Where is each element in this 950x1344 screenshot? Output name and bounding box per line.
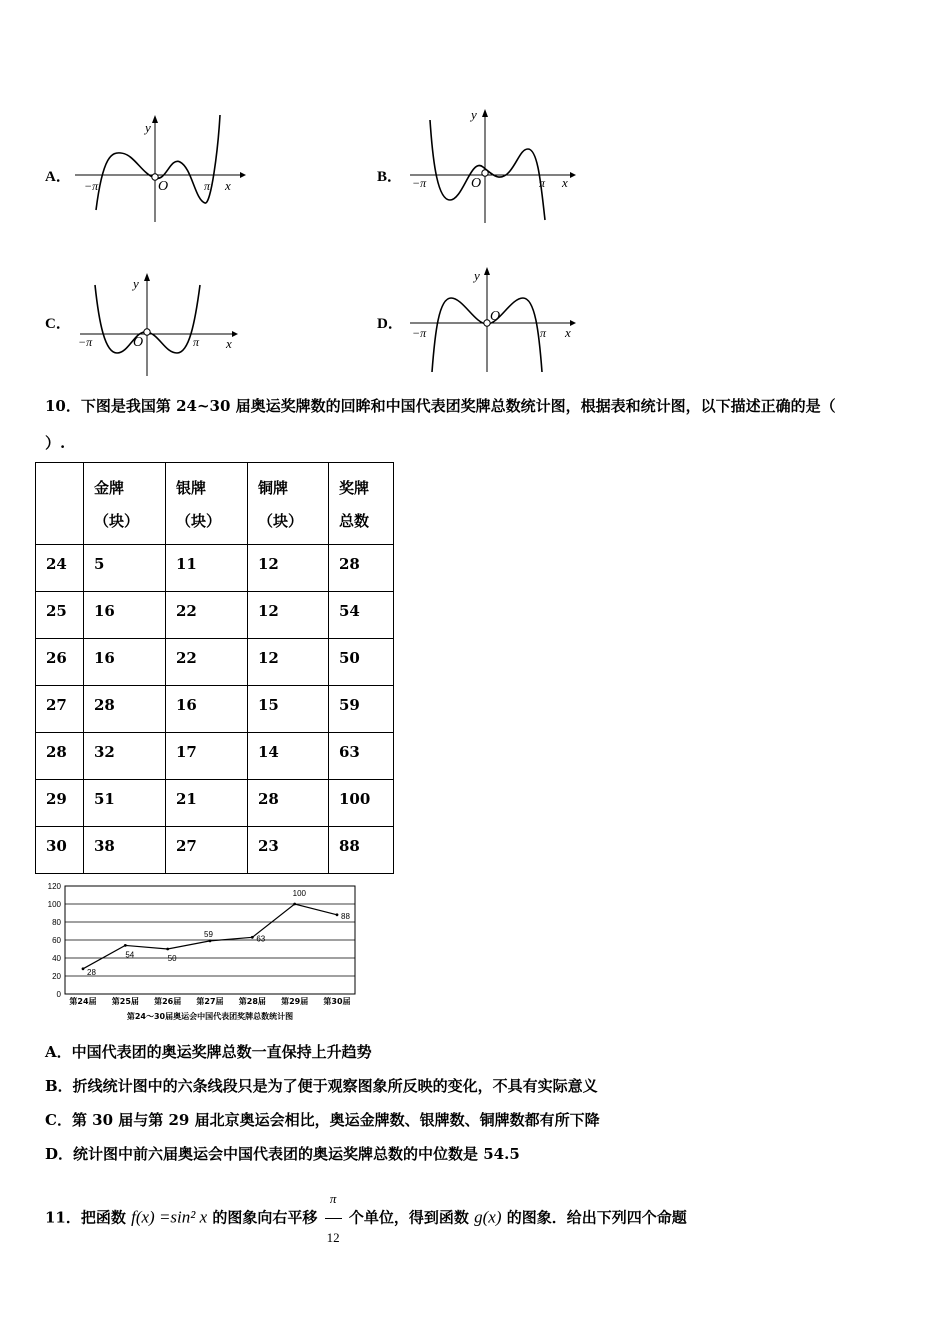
table-cell: 12 (248, 545, 329, 592)
graph-a-neg-pi: −π (84, 179, 99, 193)
data-point (82, 967, 85, 970)
table-header-cell: 金牌 （块） (84, 463, 166, 545)
graph-c-neg-pi: −π (78, 335, 93, 349)
chart-title: 第24～30届奥运会中国代表团奖牌总数统计图 (126, 1012, 294, 1021)
y-tick-label: 40 (52, 954, 61, 963)
table-cell: 32 (84, 733, 166, 780)
graph-a-origin: O (158, 179, 169, 194)
table-row (36, 592, 394, 639)
x-tick-label: 第26届 (154, 997, 182, 1006)
data-point (336, 913, 339, 916)
table-cell: 16 (166, 686, 248, 733)
q10-choice-a: A．中国代表团的奥运奖牌总数一直保持上升趋势 (45, 1043, 372, 1061)
q10-choice-b: B．折线统计图中的六条线段只是为了便于观察图象所反映的变化，不具有实际意义 (45, 1077, 598, 1095)
graph-b (405, 105, 585, 229)
table-cell: 15 (248, 686, 329, 733)
option-a-label: A． (45, 169, 71, 185)
table-cell: 28 (84, 686, 166, 733)
data-label: 63 (256, 934, 266, 944)
table-header-cell: 银牌 （块） (166, 463, 248, 545)
y-tick-label: 100 (47, 900, 61, 909)
table-cell: 88 (329, 827, 394, 874)
graph-d-y-label: y (474, 268, 480, 283)
table-row (36, 639, 394, 686)
data-point (166, 948, 169, 951)
table-cell: 12 (248, 592, 329, 639)
table-row (36, 780, 394, 827)
table-cell: 27 (36, 686, 84, 733)
graph-c (75, 268, 245, 382)
x-tick-label: 第25届 (111, 997, 139, 1006)
table-row (36, 545, 394, 592)
graph-d (405, 262, 585, 381)
table-header-cell: 铜牌 （块） (248, 463, 329, 545)
table-header-cell (36, 463, 84, 545)
data-label: 50 (167, 954, 177, 963)
q11-number: 11．把函数 (45, 1208, 126, 1227)
table-cell: 16 (84, 639, 166, 686)
table-cell: 63 (329, 733, 394, 780)
table-cell: 24 (36, 545, 84, 592)
table-cell: 59 (329, 686, 394, 733)
table-cell: 30 (36, 827, 84, 874)
x-tick-label: 第28届 (238, 997, 266, 1006)
data-label: 88 (341, 911, 350, 921)
table-cell: 51 (84, 780, 166, 827)
table-row (36, 733, 394, 780)
medal-line-chart (35, 878, 365, 1032)
graph-b-y-label: y (471, 107, 477, 122)
q11-func-g: g(x) (474, 1207, 502, 1227)
data-point (293, 903, 296, 906)
graph-d-origin: O (490, 309, 501, 324)
q11-mid2-text: 个单位，得到函数 (348, 1208, 469, 1227)
table-cell: 22 (166, 639, 248, 686)
data-label: 54 (125, 950, 135, 960)
q11-fraction (325, 1180, 342, 1257)
table-cell: 28 (329, 545, 394, 592)
graph-c-y-label: y (133, 276, 139, 291)
data-label: 28 (87, 967, 96, 977)
table-cell: 27 (166, 827, 248, 874)
graph-b-origin: O (471, 176, 482, 191)
table-cell: 12 (248, 639, 329, 686)
x-tick-label: 第27届 (196, 997, 224, 1006)
graph-a-pos-pi: π (204, 179, 211, 193)
option-d-label: D． (377, 316, 403, 332)
table-cell: 22 (166, 592, 248, 639)
graph-a-x-label: x (225, 178, 231, 193)
table-cell: 16 (84, 592, 166, 639)
table-row (36, 686, 394, 733)
q11-frac-den: 12 (326, 1230, 340, 1245)
y-tick-label: 0 (56, 990, 61, 999)
data-label: 100 (292, 889, 307, 898)
table-row (36, 827, 394, 874)
table-cell: 100 (329, 780, 394, 827)
y-tick-label: 60 (52, 936, 61, 945)
table-cell: 25 (36, 592, 84, 639)
table-cell: 5 (84, 545, 166, 592)
table-cell: 29 (36, 780, 84, 827)
data-point (209, 940, 212, 943)
q10-stem-line1: 10．下图是我国第 24~30 届奥运奖牌数的回眸和中国代表团奖牌总数统计图，根据表和统计图，以下描述正确的是（ (45, 397, 836, 415)
y-tick-label: 80 (52, 918, 61, 927)
x-tick-label: 第30届 (323, 997, 351, 1006)
graph-b-pos-pi: π (539, 176, 546, 190)
graph-d-neg-pi: −π (412, 326, 427, 340)
q10-choice-d: D．统计图中前六届奥运会中国代表团的奥运奖牌总数的中位数是 54.5 (45, 1145, 520, 1163)
table-cell: 17 (166, 733, 248, 780)
option-c-label: C． (45, 316, 71, 332)
table-cell: 54 (329, 592, 394, 639)
table-cell: 14 (248, 733, 329, 780)
data-point (251, 936, 254, 939)
graph-c-origin: O (133, 335, 144, 350)
table-cell: 38 (84, 827, 166, 874)
table-cell: 50 (329, 639, 394, 686)
q10-stem-line2: ）. (45, 434, 66, 452)
graph-c-x-label: x (226, 336, 232, 351)
table-cell: 11 (166, 545, 248, 592)
q11-func-f: f(x) =sin² x (131, 1207, 208, 1227)
q11-frac-num: π (325, 1180, 342, 1219)
table-cell: 21 (166, 780, 248, 827)
graph-a-y-label: y (145, 120, 151, 135)
medal-table (35, 462, 394, 874)
option-b-label: B． (377, 169, 403, 185)
y-tick-label: 120 (47, 882, 61, 891)
medal-line-chart-svg (35, 878, 365, 1028)
table-header-row (36, 463, 394, 545)
table-header-cell: 奖牌 总数 (329, 463, 394, 545)
q11-end-text: 的图象．给出下列四个命题 (506, 1208, 687, 1227)
x-tick-label: 第29届 (281, 997, 309, 1006)
table-cell: 28 (36, 733, 84, 780)
data-point (124, 944, 127, 947)
data-label: 59 (204, 929, 213, 939)
graph-d-x-label: x (565, 325, 571, 340)
q11-stem (45, 1180, 687, 1257)
table-cell: 23 (248, 827, 329, 874)
graph-d-pos-pi: π (540, 326, 547, 340)
x-tick-label: 第24届 (69, 997, 97, 1006)
q11-mid-text: 的图象向右平移 (212, 1208, 318, 1227)
table-cell: 28 (248, 780, 329, 827)
graph-b-x-label: x (562, 175, 568, 190)
table-cell: 26 (36, 639, 84, 686)
graph-a (70, 110, 250, 229)
graph-c-pos-pi: π (193, 335, 200, 349)
y-tick-label: 20 (52, 972, 61, 981)
q10-choice-c: C．第 30 届与第 29 届北京奥运会相比，奥运金牌数、银牌数、铜牌数都有所下降 (45, 1111, 600, 1129)
graph-b-neg-pi: −π (412, 176, 427, 190)
